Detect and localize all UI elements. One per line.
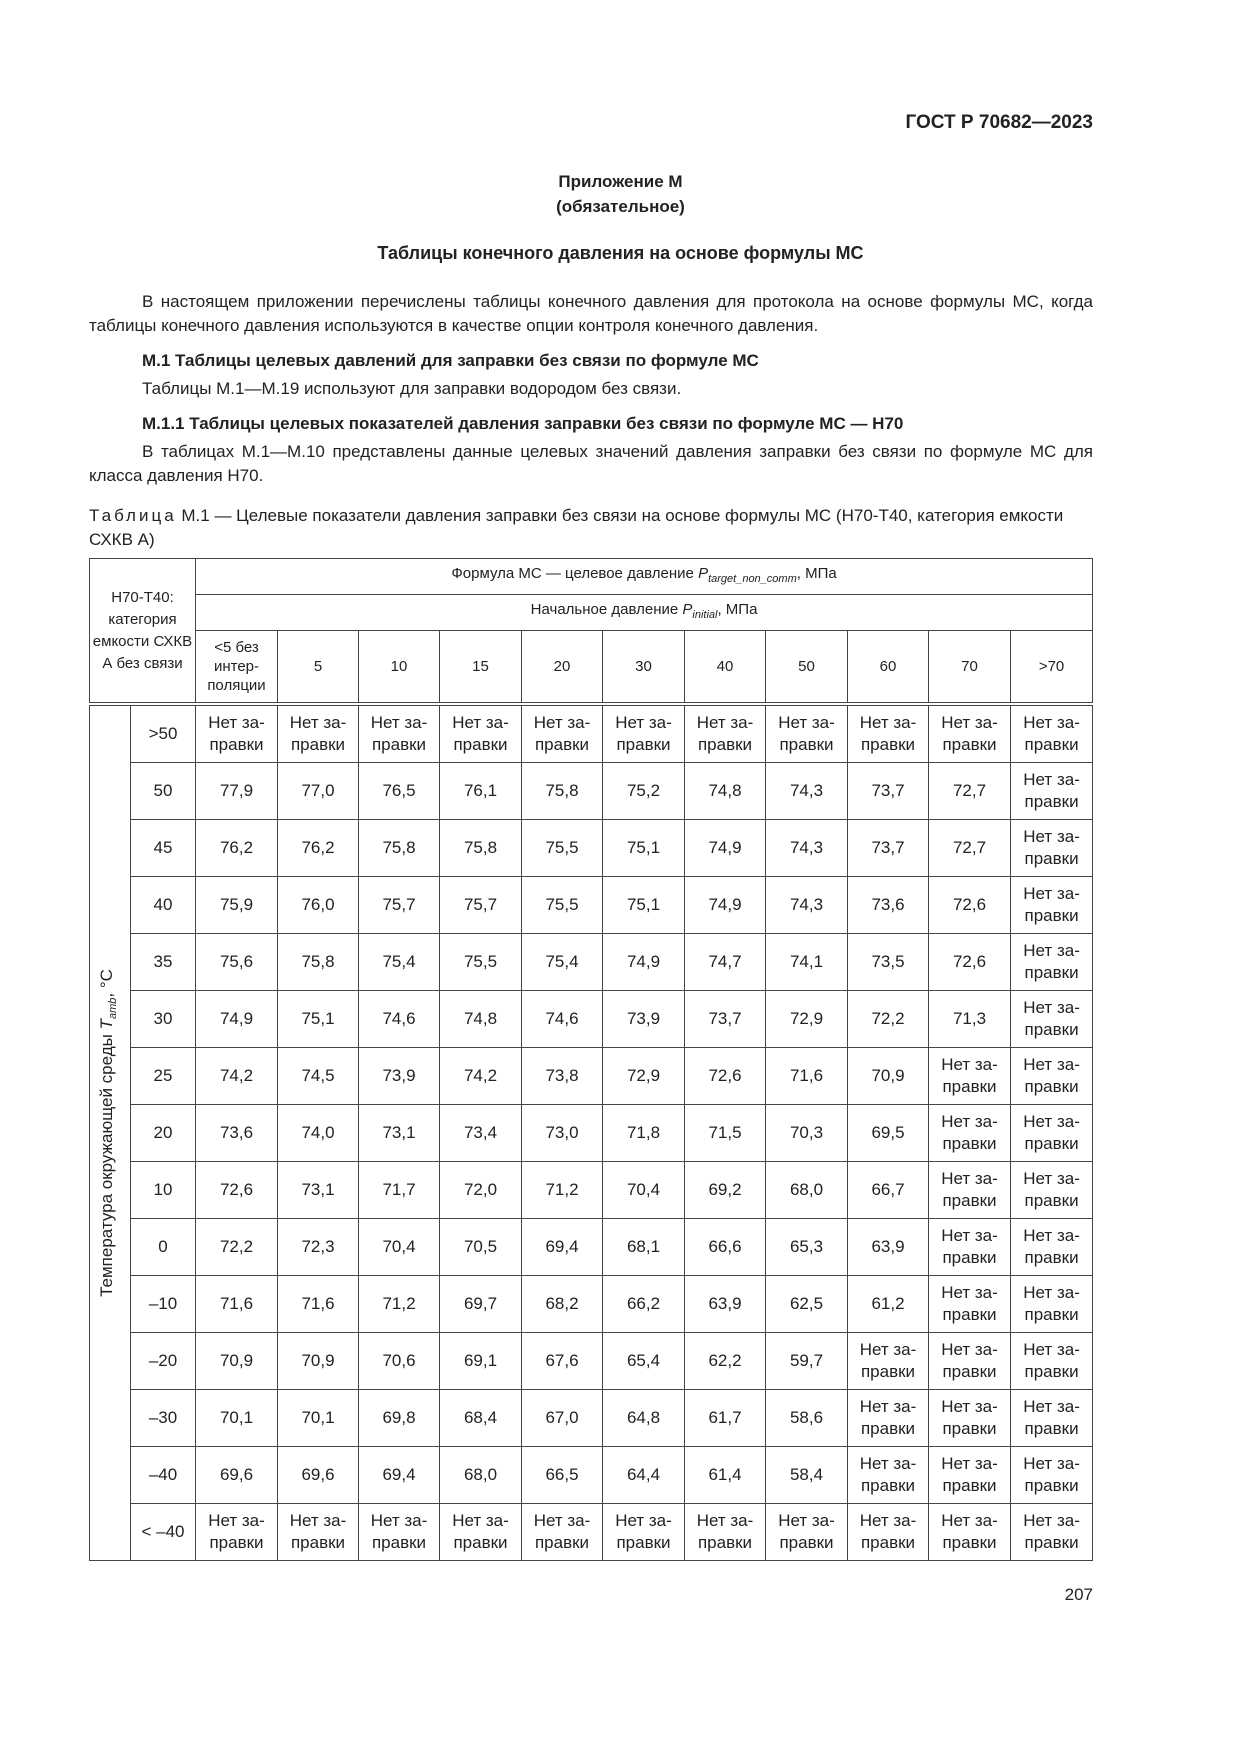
- table-cell: Нет за- правки: [1011, 820, 1093, 877]
- table-cell: 64,8: [603, 1390, 685, 1447]
- row-temperature: 10: [131, 1162, 196, 1219]
- table-cell: 75,5: [522, 877, 603, 934]
- table-cell: 72,6: [685, 1048, 766, 1105]
- table-cell: 66,5: [522, 1447, 603, 1504]
- section-m11-text: В таблицах М.1—М.10 представлены данные целевых значений давления заправки без связи по формуле МС для класса давления Н70.: [89, 442, 1093, 485]
- table-cell: 73,0: [522, 1105, 603, 1162]
- table-cell: 63,9: [685, 1276, 766, 1333]
- table-cell: 70,4: [359, 1219, 440, 1276]
- table-cell: 73,6: [848, 877, 929, 934]
- table-cell: Нет за- правки: [1011, 877, 1093, 934]
- table-cell: 71,2: [359, 1276, 440, 1333]
- table-cell: 74,6: [359, 991, 440, 1048]
- table-cell: 72,6: [929, 934, 1011, 991]
- table-cell: Нет за- правки: [522, 704, 603, 763]
- table-cell: 62,2: [685, 1333, 766, 1390]
- table-cell: 66,2: [603, 1276, 685, 1333]
- table-cell: 74,8: [440, 991, 522, 1048]
- table-cell: Нет за- правки: [685, 1504, 766, 1561]
- table-cell: 75,4: [359, 934, 440, 991]
- table-cell: Нет за- правки: [929, 1048, 1011, 1105]
- formula-header-suffix: , МПа: [796, 565, 837, 582]
- pressure-table: [89, 558, 1093, 1561]
- table-cell: 74,3: [766, 877, 848, 934]
- row-temperature: 30: [131, 991, 196, 1048]
- table-cell: 72,6: [929, 877, 1011, 934]
- table-cell: 74,9: [685, 820, 766, 877]
- table-cell: 73,1: [359, 1105, 440, 1162]
- table-cell: Нет за- правки: [603, 1504, 685, 1561]
- table-row: [90, 1048, 1093, 1105]
- table-cell: 72,6: [196, 1162, 278, 1219]
- table-cell: Нет за- правки: [929, 1390, 1011, 1447]
- section-m11-heading: М.1.1 Таблицы целевых показателей давления заправки без связи по формуле МС — Н70: [142, 414, 904, 433]
- initial-header-symbol: P: [682, 601, 693, 618]
- table-cell: Нет за- правки: [1011, 763, 1093, 820]
- row-temperature: –10: [131, 1276, 196, 1333]
- column-header: 5: [278, 631, 359, 705]
- column-header: 50: [766, 631, 848, 705]
- table-row: [90, 1276, 1093, 1333]
- table-cell: Нет за- правки: [929, 1105, 1011, 1162]
- table-cell: 69,7: [440, 1276, 522, 1333]
- table-cell: 68,1: [603, 1219, 685, 1276]
- table-cell: 75,5: [440, 934, 522, 991]
- table-cell: Нет за- правки: [929, 1504, 1011, 1561]
- table-row: [90, 1105, 1093, 1162]
- table-cell: 66,6: [685, 1219, 766, 1276]
- table-cell: 72,7: [929, 763, 1011, 820]
- temp-axis-symbol: T: [96, 1019, 116, 1030]
- table-cell: 74,8: [685, 763, 766, 820]
- row-temperature: 25: [131, 1048, 196, 1105]
- table-cell: 69,6: [196, 1447, 278, 1504]
- column-header: 15: [440, 631, 522, 705]
- table-cell: 67,6: [522, 1333, 603, 1390]
- table-cell: 74,9: [685, 877, 766, 934]
- table-cell: 76,2: [196, 820, 278, 877]
- table-caption: [89, 504, 1093, 552]
- table-cell: Нет за- правки: [848, 1504, 929, 1561]
- table-cell: 63,9: [848, 1219, 929, 1276]
- table-cell: Нет за- правки: [196, 704, 278, 763]
- table-cell: 72,9: [766, 991, 848, 1048]
- table-cell: Нет за- правки: [1011, 704, 1093, 763]
- table-cell: 74,7: [685, 934, 766, 991]
- page-number: 207: [1064, 1585, 1093, 1604]
- table-cell: Нет за- правки: [1011, 1219, 1093, 1276]
- table-cell: Нет за- правки: [848, 1333, 929, 1390]
- table-cell: 73,9: [359, 1048, 440, 1105]
- table-cell: 64,4: [603, 1447, 685, 1504]
- table-cell: Нет за- правки: [603, 704, 685, 763]
- row-temperature: 50: [131, 763, 196, 820]
- table-cell: 73,9: [603, 991, 685, 1048]
- table-cell: 70,9: [278, 1333, 359, 1390]
- table-cell: 71,3: [929, 991, 1011, 1048]
- table-cell: 75,2: [603, 763, 685, 820]
- table-row: [90, 1504, 1093, 1561]
- table-cell: 75,9: [196, 877, 278, 934]
- table-cell: 75,8: [359, 820, 440, 877]
- intro-paragraph: В настоящем приложении перечислены таблицы конечного давления для протокола на основе формулы МС, когда таблицы конечного давления используются в качестве опции контроля конечного давления.: [89, 292, 1093, 335]
- table-cell: Нет за- правки: [848, 704, 929, 763]
- table-cell: 72,7: [929, 820, 1011, 877]
- column-header: 70: [929, 631, 1011, 705]
- formula-header-prefix: Формула МС — целевое давление: [451, 565, 699, 582]
- table-cell: 66,7: [848, 1162, 929, 1219]
- column-header: <5 без интер- поляции: [196, 631, 278, 705]
- temperature-axis-label: [90, 704, 131, 1561]
- row-temperature: 0: [131, 1219, 196, 1276]
- table-cell: 71,7: [359, 1162, 440, 1219]
- table-row: [90, 820, 1093, 877]
- row-temperature: –20: [131, 1333, 196, 1390]
- appendix-subtitle: (обязательное): [556, 197, 685, 216]
- table-cell: 74,6: [522, 991, 603, 1048]
- table-cell: 69,1: [440, 1333, 522, 1390]
- table-cell: 69,2: [685, 1162, 766, 1219]
- table-cell: Нет за- правки: [1011, 1504, 1093, 1561]
- table-cell: Нет за- правки: [1011, 1105, 1093, 1162]
- table-cell: 74,1: [766, 934, 848, 991]
- table-row: [90, 1162, 1093, 1219]
- row-temperature: 40: [131, 877, 196, 934]
- table-cell: 73,7: [848, 763, 929, 820]
- table-cell: Нет за- правки: [196, 1504, 278, 1561]
- table-cell: 70,3: [766, 1105, 848, 1162]
- column-header: 40: [685, 631, 766, 705]
- table-cell: 73,8: [522, 1048, 603, 1105]
- temp-axis-subscript: amb: [107, 997, 120, 1020]
- table-cell: 61,4: [685, 1447, 766, 1504]
- table-cell: 68,2: [522, 1276, 603, 1333]
- table-cell: 74,5: [278, 1048, 359, 1105]
- initial-header-subscript: initial: [692, 609, 718, 621]
- table-cell: Нет за- правки: [522, 1504, 603, 1561]
- table-row: [90, 1333, 1093, 1390]
- table-cell: Нет за- правки: [1011, 1390, 1093, 1447]
- table-cell: 70,1: [278, 1390, 359, 1447]
- table-row: [90, 704, 1093, 763]
- table-cell: Нет за- правки: [359, 704, 440, 763]
- table-cell: Нет за- правки: [440, 704, 522, 763]
- temp-axis-suffix: , °С: [96, 969, 116, 998]
- column-header: 20: [522, 631, 603, 705]
- table-cell: Нет за- правки: [1011, 991, 1093, 1048]
- table-cell: 74,3: [766, 763, 848, 820]
- table-cell: 67,0: [522, 1390, 603, 1447]
- table-row: [90, 877, 1093, 934]
- caption-text: М.1 — Целевые показатели давления заправки без связи на основе формулы МС (Н70-Т40, категория емкости СХКВ А): [89, 506, 1064, 549]
- table-cell: 71,8: [603, 1105, 685, 1162]
- table-cell: Нет за- правки: [1011, 1162, 1093, 1219]
- row-temperature: 20: [131, 1105, 196, 1162]
- column-header: 30: [603, 631, 685, 705]
- table-cell: 69,5: [848, 1105, 929, 1162]
- table-cell: Нет за- правки: [440, 1504, 522, 1561]
- row-temperature: –40: [131, 1447, 196, 1504]
- table-cell: Нет за- правки: [929, 1447, 1011, 1504]
- table-cell: 75,8: [440, 820, 522, 877]
- table-cell: Нет за- правки: [848, 1447, 929, 1504]
- table-cell: 65,4: [603, 1333, 685, 1390]
- table-cell: 70,9: [848, 1048, 929, 1105]
- table-cell: 77,0: [278, 763, 359, 820]
- table-cell: 76,1: [440, 763, 522, 820]
- table-cell: 74,0: [278, 1105, 359, 1162]
- table-cell: 74,3: [766, 820, 848, 877]
- row-temperature: 45: [131, 820, 196, 877]
- table-cell: 77,9: [196, 763, 278, 820]
- table-cell: 72,3: [278, 1219, 359, 1276]
- table-cell: 75,8: [522, 763, 603, 820]
- table-cell: 72,0: [440, 1162, 522, 1219]
- formula-header-subscript: target_non_comm: [708, 573, 797, 585]
- table-cell: 68,0: [440, 1447, 522, 1504]
- table-cell: 74,9: [196, 991, 278, 1048]
- section-m1-text: Таблицы М.1—М.19 используют для заправки водородом без связи.: [142, 379, 682, 398]
- table-cell: 73,1: [278, 1162, 359, 1219]
- temp-axis-prefix: Температура окружающей среды: [96, 1029, 116, 1297]
- table-cell: 71,6: [766, 1048, 848, 1105]
- initial-header-suffix: , МПа: [717, 601, 758, 618]
- table-cell: Нет за- правки: [1011, 1447, 1093, 1504]
- table-cell: 71,5: [685, 1105, 766, 1162]
- table-cell: Нет за- правки: [1011, 934, 1093, 991]
- table-cell: 72,2: [196, 1219, 278, 1276]
- table-cell: Нет за- правки: [929, 1219, 1011, 1276]
- table-cell: Нет за- правки: [929, 1333, 1011, 1390]
- table-cell: 75,7: [440, 877, 522, 934]
- column-header: 10: [359, 631, 440, 705]
- row-temperature: –30: [131, 1390, 196, 1447]
- table-cell: 71,6: [196, 1276, 278, 1333]
- table-cell: 70,5: [440, 1219, 522, 1276]
- table-cell: 73,7: [848, 820, 929, 877]
- table-cell: 73,7: [685, 991, 766, 1048]
- table-cell: 75,5: [522, 820, 603, 877]
- table-cell: 69,8: [359, 1390, 440, 1447]
- table-cell: 75,1: [278, 991, 359, 1048]
- table-cell: Нет за- правки: [278, 704, 359, 763]
- table-cell: 69,4: [359, 1447, 440, 1504]
- table-cell: 61,7: [685, 1390, 766, 1447]
- table-cell: 75,1: [603, 820, 685, 877]
- table-cell: Нет за- правки: [766, 704, 848, 763]
- table-cell: 73,5: [848, 934, 929, 991]
- table-cell: 58,4: [766, 1447, 848, 1504]
- table-cell: Нет за- правки: [1011, 1333, 1093, 1390]
- table-cell: 69,6: [278, 1447, 359, 1504]
- table-cell: 75,8: [278, 934, 359, 991]
- table-cell: 59,7: [766, 1333, 848, 1390]
- row-temperature: >50: [131, 704, 196, 763]
- table-cell: Нет за- правки: [929, 1276, 1011, 1333]
- table-cell: 62,5: [766, 1276, 848, 1333]
- table-cell: Нет за- правки: [766, 1504, 848, 1561]
- table-cell: 74,9: [603, 934, 685, 991]
- column-header: 60: [848, 631, 929, 705]
- table-corner-label: Н70-Т40: категория емкости СХКВ А без связи: [90, 559, 196, 705]
- table-cell: Нет за- правки: [848, 1390, 929, 1447]
- table-cell: 73,6: [196, 1105, 278, 1162]
- table-cell: Нет за- правки: [1011, 1276, 1093, 1333]
- table-cell: 70,9: [196, 1333, 278, 1390]
- table-cell: 68,4: [440, 1390, 522, 1447]
- table-cell: 76,5: [359, 763, 440, 820]
- caption-label: Таблица: [89, 506, 177, 525]
- table-cell: 61,2: [848, 1276, 929, 1333]
- table-cell: 74,2: [196, 1048, 278, 1105]
- appendix-title: Приложение М: [558, 172, 683, 191]
- section-m1-heading: М.1 Таблицы целевых давлений для заправки без связи по формуле МС: [142, 351, 759, 370]
- table-cell: 69,4: [522, 1219, 603, 1276]
- table-cell: Нет за- правки: [929, 1162, 1011, 1219]
- table-row: [90, 1390, 1093, 1447]
- table-row: [90, 934, 1093, 991]
- table-cell: Нет за- правки: [685, 704, 766, 763]
- table-cell: Нет за- правки: [359, 1504, 440, 1561]
- table-cell: 70,6: [359, 1333, 440, 1390]
- table-cell: 74,2: [440, 1048, 522, 1105]
- table-cell: 72,2: [848, 991, 929, 1048]
- table-cell: 72,9: [603, 1048, 685, 1105]
- table-cell: 71,6: [278, 1276, 359, 1333]
- row-temperature: < –40: [131, 1504, 196, 1561]
- table-cell: Нет за- правки: [1011, 1048, 1093, 1105]
- table-row: [90, 763, 1093, 820]
- table-row: [90, 991, 1093, 1048]
- table-cell: 70,1: [196, 1390, 278, 1447]
- table-cell: 65,3: [766, 1219, 848, 1276]
- table-cell: Нет за- правки: [929, 704, 1011, 763]
- table-cell: 71,2: [522, 1162, 603, 1219]
- table-cell: 73,4: [440, 1105, 522, 1162]
- table-cell: 75,6: [196, 934, 278, 991]
- table-cell: 70,4: [603, 1162, 685, 1219]
- table-cell: 75,4: [522, 934, 603, 991]
- table-cell: 76,0: [278, 877, 359, 934]
- table-cell: 68,0: [766, 1162, 848, 1219]
- formula-header: [196, 559, 1093, 595]
- formula-header-symbol: P: [698, 565, 709, 582]
- table-row: [90, 1447, 1093, 1504]
- column-header: >70: [1011, 631, 1093, 705]
- initial-header-prefix: Начальное давление: [530, 601, 683, 618]
- initial-pressure-header: [196, 595, 1093, 631]
- table-cell: Нет за- правки: [278, 1504, 359, 1561]
- table-cell: 76,2: [278, 820, 359, 877]
- document-id: ГОСТ Р 70682—2023: [905, 112, 1093, 133]
- table-cell: 75,7: [359, 877, 440, 934]
- row-temperature: 35: [131, 934, 196, 991]
- table-cell: 58,6: [766, 1390, 848, 1447]
- table-cell: 75,1: [603, 877, 685, 934]
- appendix-heading: Таблицы конечного давления на основе формулы МС: [377, 243, 864, 263]
- table-row: [90, 1219, 1093, 1276]
